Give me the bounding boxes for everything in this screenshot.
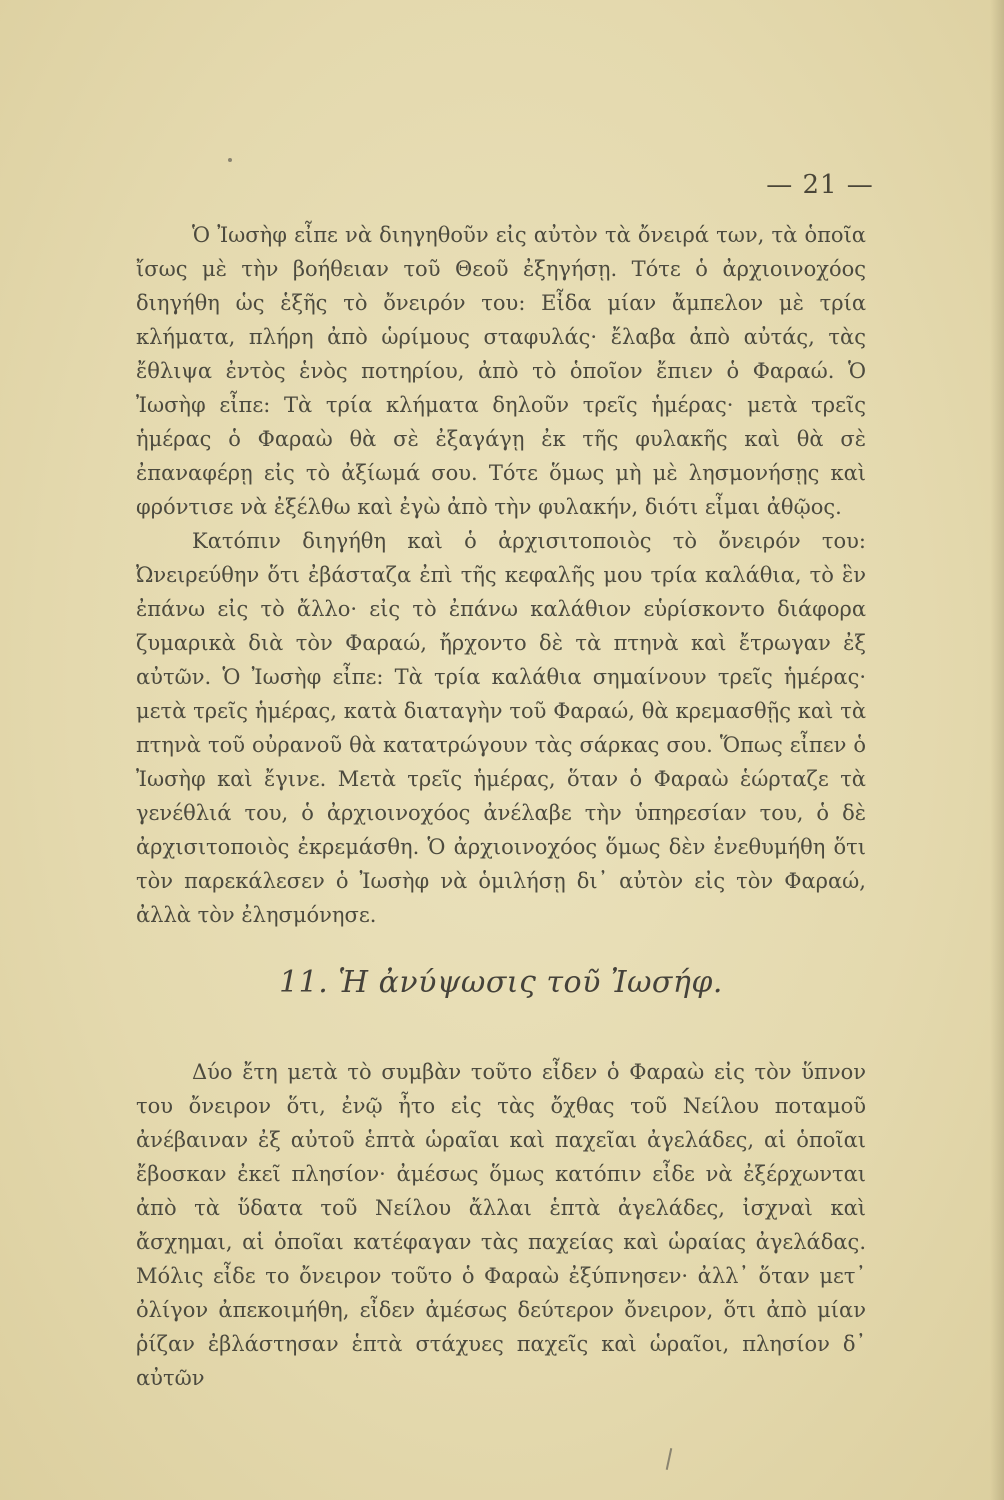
pencil-mark	[666, 1448, 673, 1470]
paragraph: Κατόπιν διηγήθη καὶ ὁ ἀρχισιτοποιὸς τὸ ὄνειρόν του: Ὠνειρεύθην ὅτι ἐβάσταζα ἐπὶ τῆς κεφαλῆς μου τρία καλάθια, τὸ ἓν ἐπάνω εἰς τὸ ἄλλο· εἰς τὸ ἐπάνω καλάθιον εὑρίσκοντο διάφορα ζυμαρικὰ διὰ τὸν Φαραώ, ἤρχοντο δὲ τὰ πτηνὰ καὶ ἔτρωγαν ἐξ αὐτῶν. Ὁ Ἰωσὴφ εἶπε: Τὰ τρία καλάθια σημαίνουν τρεῖς ἡμέρας· μετὰ τρεῖς ἡμέρας, κατὰ διαταγὴν τοῦ Φαραώ, θὰ κρεμασθῇς καὶ τὰ πτηνὰ τοῦ οὐρανοῦ θὰ κατατρώγουν τὰς σάρκας σου. Ὅπως εἶπεν ὁ Ἰωσὴφ καὶ ἔγινε. Μετὰ τρεῖς ἡμέρας, ὅταν ὁ Φαραὼ ἑώρταζε τὰ γενέθλιά του, ὁ ἀρχιοινοχόος ἀνέλαβε τὴν ὑπηρεσίαν του, ὁ δὲ ἀρχισιτοποιὸς ἐκρεμάσθη. Ὁ ἀρχιοινοχόος ὅμως δὲν ἐνεθυμήθη ὅτι τὸν παρεκάλεσεν ὁ Ἰωσὴφ νὰ ὁμιλήσῃ δι᾿ αὐτὸν εἰς τὸν Φαραώ, ἀλλὰ τὸν ἐλησμόνησε.	[136, 529, 866, 927]
page-edge-shadow	[990, 0, 1004, 1500]
text-block-bottom	[136, 1055, 866, 1395]
text-block-top	[136, 218, 866, 932]
page-number: — 21 —	[766, 170, 874, 200]
ink-speck	[228, 158, 232, 162]
section-heading: 11. Ἡ ἀνύψωσις τοῦ Ἰωσήφ.	[279, 965, 723, 1000]
paragraph: Ὁ Ἰωσὴφ εἶπε νὰ διηγηθοῦν εἰς αὐτὸν τὰ ὄνειρά των, τὰ ὁποῖα ἴσως μὲ τὴν βοήθειαν τοῦ Θεοῦ ἐξηγήσῃ. Τότε ὁ ἀρχιοινοχόος διηγήθη ὡς ἑξῆς τὸ ὄνειρόν του: Εἶδα μίαν ἄμπελον μὲ τρία κλήματα, πλήρη ἀπὸ ὡρίμους σταφυλάς· ἔλαβα ἀπὸ αὐτάς, τὰς ἔθλιψα ἐντὸς ἑνὸς ποτηρίου, ἀπὸ τὸ ὁποῖον ἔπιεν ὁ Φαραώ. Ὁ Ἰωσὴφ εἶπε: Τὰ τρία κλήματα δηλοῦν τρεῖς ἡμέρας· μετὰ τρεῖς ἡμέρας ὁ Φαραὼ θὰ σὲ ἐξαγάγῃ ἐκ τῆς φυλακῆς καὶ θὰ σὲ ἐπαναφέρῃ εἰς τὸ ἀξίωμά σου. Τότε ὅμως μὴ μὲ λησμονήσῃς καὶ φρόντισε νὰ ἐξέλθω καὶ ἐγὼ ἀπὸ τὴν φυλακήν, διότι εἶμαι ἀθῷος.	[136, 223, 866, 519]
paragraph: Δύο ἔτη μετὰ τὸ συμβὰν τοῦτο εἶδεν ὁ Φαραὼ εἰς τὸν ὕπνον του ὄνειρον ὅτι, ἐνῷ ἦτο εἰς τὰς ὄχθας τοῦ Νείλου ποταμοῦ ἀνέβαιναν ἐξ αὐτοῦ ἑπτὰ ὡραῖαι καὶ παχεῖαι ἀγελάδες, αἱ ὁποῖαι ἔβοσκαν ἐκεῖ πλησίον· ἀμέσως ὅμως κατόπιν εἶδε νὰ ἐξέρχωνται ἀπὸ τὰ ὕδατα τοῦ Νείλου ἄλλαι ἑπτὰ ἀγελάδες, ἰσχναὶ καὶ ἄσχημαι, αἱ ὁποῖαι κατέφαγαν τὰς παχείας καὶ ὡραίας ἀγελάδας. Μόλις εἶδε το ὄνειρον τοῦτο ὁ Φαραὼ ἐξύπνησεν· ἀλλ᾿ ὅταν μετ᾿ ὀλίγον ἀπεκοιμήθη, εἶδεν ἀμέσως δεύτερον ὄνειρον, ὅτι ἀπὸ μίαν ῥίζαν ἐβλάστησαν ἑπτὰ στάχυες παχεῖς καὶ ὡραῖοι, πλησίον δ᾿ αὐτῶν	[136, 1060, 866, 1390]
